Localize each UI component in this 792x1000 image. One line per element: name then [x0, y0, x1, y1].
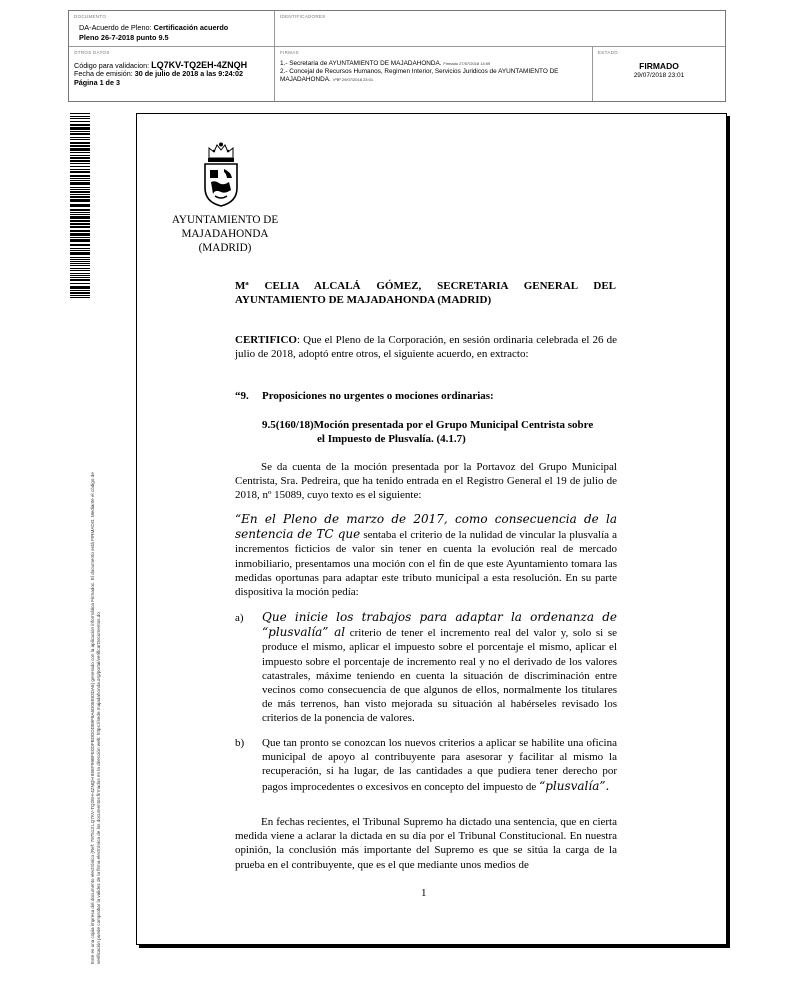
signature-header — [68, 10, 726, 102]
barcode-bar — [70, 118, 90, 119]
otros-datos-cell: OTROS DATOS Código para validacion: LQ7KV-TQ2EH-4ZNQH Fecha de emisión: 30 de julio de 2018 a las 9:24:02 Página 1 de 3 — [69, 47, 275, 101]
barcode-bar — [70, 142, 90, 144]
barcode-bar — [70, 279, 90, 281]
barcode-bar — [70, 292, 90, 294]
documento-cell — [69, 11, 275, 47]
firma-2: 2.- Concejal de Recursos Humanos, Regimen Interior, Servicios Juridicos de AYUNTAMIENTO DE MAJADAHONDA. — [280, 67, 559, 83]
identificadores-cell — [275, 11, 725, 47]
barcode-bar — [70, 237, 90, 238]
item-b-label: b) — [235, 737, 245, 749]
barcode-bar — [70, 226, 90, 228]
barcode-bar — [70, 169, 90, 170]
firma-1: 1.- Secretaria de AYUNTAMIENTO DE MAJADAHONDA. — [280, 60, 442, 67]
subsection-title-line2: el Impuesto de Plusvalía. (4.1.7) — [317, 433, 466, 445]
barcode-bar — [70, 233, 90, 236]
barcode-bar — [70, 160, 90, 162]
status-badge: FIRMADO — [639, 61, 679, 71]
barcode-bar — [70, 155, 90, 156]
barcode-bar — [70, 139, 90, 140]
estado-label: ESTADO — [598, 50, 618, 55]
letterhead: AYUNTAMIENTO DE MAJADAHONDA (MADRID) — [171, 214, 279, 254]
barcode-bar — [70, 275, 90, 276]
barcode-bar — [70, 196, 90, 198]
barcode-bar — [70, 216, 90, 219]
barcode-bar — [70, 113, 90, 114]
estado-cell — [593, 47, 725, 101]
barcode-bar — [70, 131, 90, 132]
barcode-bar — [70, 178, 90, 179]
barcode-bar — [70, 121, 90, 122]
barcode-bar — [70, 133, 90, 135]
barcode-bar — [70, 163, 90, 164]
barcode-bar — [70, 199, 90, 202]
document-heading: Mª CELIA ALCALÁ GÓMEZ, SECRETARIA GENERAL DEL AYUNTAMIENTO DE MAJADAHONDA (MADRID) — [235, 280, 616, 307]
barcode-bar — [70, 248, 90, 249]
barcode-bar — [70, 295, 90, 296]
documento-label: DOCUMENTO — [74, 14, 107, 19]
barcode-bar — [70, 194, 90, 195]
documento-value: DA-Acuerdo de Pleno: Certificación acuerdo Pleno 26-7-2018 punto 9.5 — [79, 23, 229, 42]
barcode-bar — [70, 204, 90, 207]
barcode-bar — [70, 189, 90, 190]
subsection-title-line1: 9.5(160/18)Moción presentada por el Grupo Municipal Centrista sobre — [262, 419, 594, 431]
barcode-bar — [70, 175, 90, 177]
barcode — [70, 113, 90, 299]
closing-paragraph: En fechas recientes, el Tribunal Supremo ha dictado una sentencia, que en cierta medida viene a aclarar la dictada en su día por el Tribunal Constitucional. En nuestra opinión, la conclusión más importante del Supremo es que se sitúa la carga de la prueba en el contribuyente, que es el que mediante unos medios de — [235, 816, 617, 871]
barcode-bar — [70, 268, 90, 269]
barcode-bar — [70, 244, 90, 246]
identificadores-label: IDENTIFICADORES — [280, 14, 326, 19]
barcode-bar — [70, 297, 90, 298]
item-a-label: a) — [235, 612, 244, 624]
barcode-bar — [70, 116, 90, 117]
coat-of-arms-icon — [201, 142, 241, 208]
barcode-bar — [70, 283, 90, 284]
intro-paragraph: Se da cuenta de la moción presentada por la Portavoz del Grupo Municipal Centrista, Sra. Pedreira, que ha tenido entrada en el Registro General el 19 de julio de 2018, nº 15089, cuyo texto es el siguiente: — [235, 461, 617, 502]
barcode-bar — [70, 220, 90, 222]
barcode-bar — [70, 148, 90, 151]
barcode-bar — [70, 180, 90, 181]
barcode-bar — [70, 152, 90, 153]
verification-side-text: Este es una copia impresa del documento electrónico (Ref: 797513 LQ7KV-TQ2EH-4ZNQH 85EF99BFE0DFBDDDD89F8A6D05E83DA6) generado con la aplicación informática Firmadoc. El documento está FIRMADO. Mediante el código de verificación puede comprobar la validez de la firma electrónica de los documentos firmados en la dirección web: https://sede.majadahonda.org/portal/verificarDocumentos.do — [90, 472, 102, 964]
barcode-bar — [70, 223, 90, 225]
emission-date: 30 de julio de 2018 a las 9:24:02 — [134, 69, 244, 79]
barcode-bar — [70, 230, 90, 232]
barcode-bar — [70, 261, 90, 262]
barcode-bar — [70, 137, 90, 138]
barcode-bar — [70, 157, 90, 159]
barcode-bar — [70, 182, 90, 185]
item-a-text: Que inicie los trabajos para adaptar la ordenanza de “plusvalía” al criterio de tener el incremento real del valor y, solo si se produce el mismo, aplicar el impuesto sobre el porcentaje el mismo, aplicar el impuesto sobre el porcentaje de incremento real y no el derivado de los valores catastrales, máxime teniendo en cuenta la situación de discriminación entre vecinos como consecuencia de que algunos de ellos, normalmente los titulares de más terrenos, han visto mejorada su situación al habérseles revisado los criterios de la ponencia de valores. — [262, 610, 617, 725]
quote-paragraph: “En el Pleno de marzo de 2017, como consecuencia de la sentencia de TC que sentaba el criterio de la nulidad de vincular la plusvalía a incrementos ficticios de valor sin tener en cuenta la evolución real de mercado inmobiliario, presentamos una moción con el fin de que este Ayuntamiento tomara las medidas oportunas para adaptar este tributo municipal a esta resolución. En su parte dispositiva la moción pedía: — [235, 512, 617, 599]
barcode-bar — [70, 250, 90, 251]
barcode-bar — [70, 209, 90, 211]
barcode-bar — [70, 171, 90, 173]
barcode-bar — [70, 270, 90, 271]
barcode-bar — [70, 212, 90, 213]
page-number: 1 — [421, 887, 427, 899]
otros-datos-label: OTROS DATOS — [74, 50, 110, 55]
barcode-bar — [70, 257, 90, 258]
certifico-paragraph: CERTIFICO: Que el Pleno de la Corporación, en sesión ordinaria celebrada el 26 de julio de 2018, adoptó entre otros, el siguiente acuerdo, en extracto: — [235, 334, 617, 361]
barcode-bar — [70, 290, 90, 291]
firmas-label: FIRMAS — [280, 50, 299, 55]
barcode-bar — [70, 124, 90, 126]
barcode-bar — [70, 214, 90, 215]
barcode-bar — [70, 166, 90, 167]
barcode-bar — [70, 252, 90, 255]
barcode-bar — [70, 263, 90, 264]
barcode-bar — [70, 239, 90, 242]
barcode-bar — [70, 145, 90, 147]
page-count: Página 1 de 3 — [74, 77, 120, 87]
firmas-cell: FIRMAS 1.- Secretaria de AYUNTAMIENTO DE MAJADAHONDA. Firmado 27/07/2018 14:09 2.- Concejal de Recursos Humanos, Regimen Interior, Servicios Juridicos de AYUNTAMIENTO DE MAJADAHONDA. VºBº 29/07/2018 23:01 — [275, 47, 593, 101]
barcode-bar — [70, 191, 90, 193]
item-b-text: Que tan pronto se conozcan los nuevos criterios a aplicar se habilite una oficina municipal de apoyo al contribuyente para asesorar y facilitar al mismo la recuperación, si ha lugar, de las cantidades a que pudiera tener derecho por pagos improcedentes o excesivos en concepto del impuesto de “plusvalía”. — [262, 737, 617, 793]
barcode-bar — [70, 259, 90, 260]
validation-code[interactable]: LQ7KV-TQ2EH-4ZNQH — [151, 60, 248, 70]
barcode-bar — [70, 286, 90, 289]
barcode-bar — [70, 277, 90, 278]
barcode-bar — [70, 265, 90, 266]
section-number: “9. — [235, 390, 249, 402]
barcode-bar — [70, 273, 90, 274]
status-date: 29/07/2018 23:01 — [633, 72, 685, 79]
barcode-bar — [70, 187, 90, 188]
barcode-bar — [70, 127, 90, 130]
section-title: Proposiciones no urgentes o mociones ordinarias: — [262, 390, 494, 402]
